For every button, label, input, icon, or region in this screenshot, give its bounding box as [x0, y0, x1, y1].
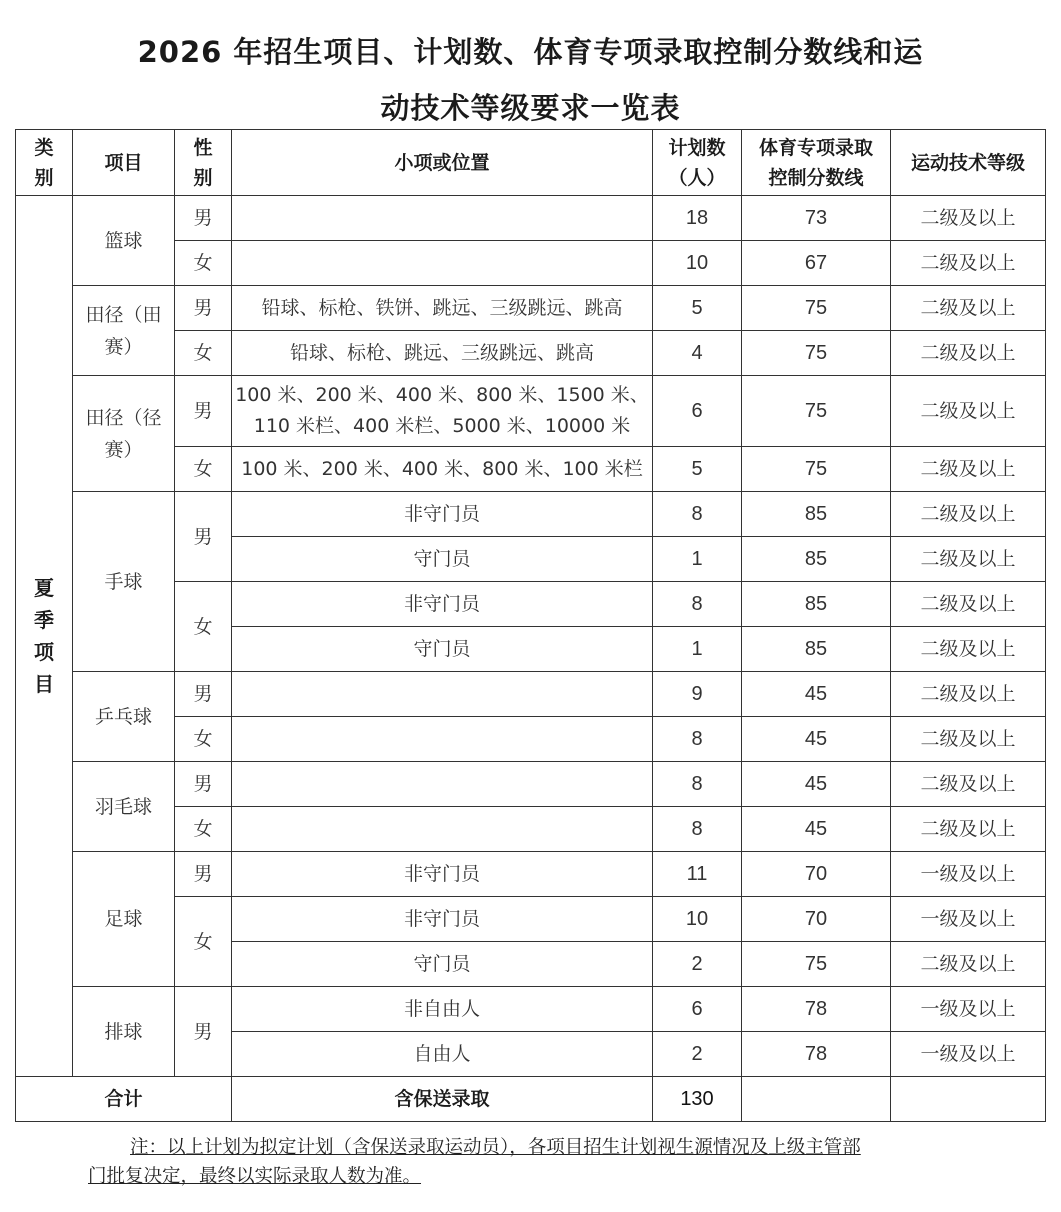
item-handball: 手球	[73, 492, 175, 672]
table-row	[16, 852, 1046, 897]
plan-cell: 8	[653, 762, 742, 807]
level-cell: 二级及以上	[891, 537, 1046, 582]
level-cell: 二级及以上	[891, 241, 1046, 286]
plan-cell: 18	[653, 196, 742, 241]
item-athletics-field: 田径（田赛）	[73, 286, 175, 376]
gender-cell: 男	[175, 196, 232, 241]
gender-cell: 女	[175, 331, 232, 376]
item-volleyball: 排球	[73, 987, 175, 1077]
sub-item-cell: 非守门员	[232, 582, 653, 627]
plan-cell: 1	[653, 537, 742, 582]
sub-item-cell: 守门员	[232, 942, 653, 987]
level-cell: 一级及以上	[891, 987, 1046, 1032]
level-cell: 二级及以上	[891, 942, 1046, 987]
score-cell: 75	[742, 331, 891, 376]
plan-cell: 11	[653, 852, 742, 897]
gender-cell: 女	[175, 447, 232, 492]
category-cell: 夏季项目	[16, 196, 73, 1077]
level-cell: 二级及以上	[891, 447, 1046, 492]
plan-cell: 10	[653, 241, 742, 286]
sub-item-cell	[232, 376, 653, 447]
sub-item-cell	[232, 672, 653, 717]
plan-cell: 2	[653, 1032, 742, 1077]
plan-cell: 8	[653, 717, 742, 762]
table-row	[16, 762, 1046, 807]
page-title-line-1: 2026 年招生项目、计划数、体育专项录取控制分数线和运	[137, 35, 924, 69]
gender-cell: 男	[175, 672, 232, 717]
table-header-row	[16, 130, 1046, 196]
score-cell: 45	[742, 717, 891, 762]
score-cell: 85	[742, 537, 891, 582]
total-plan: 130	[653, 1077, 742, 1122]
level-cell: 二级及以上	[891, 331, 1046, 376]
gender-cell: 男	[175, 762, 232, 807]
plan-cell: 9	[653, 672, 742, 717]
score-cell: 78	[742, 1032, 891, 1077]
sub-item-cell: 自由人	[232, 1032, 653, 1077]
page-title-line-2: 动技术等级要求一览表	[380, 91, 681, 125]
score-cell: 85	[742, 627, 891, 672]
level-cell: 一级及以上	[891, 852, 1046, 897]
plan-cell: 5	[653, 447, 742, 492]
sub-item-cell	[232, 241, 653, 286]
sub-item-cell: 非守门员	[232, 852, 653, 897]
level-cell: 二级及以上	[891, 286, 1046, 331]
gender-cell: 女	[175, 717, 232, 762]
table-row	[16, 672, 1046, 717]
score-cell: 45	[742, 672, 891, 717]
score-cell: 85	[742, 492, 891, 537]
plan-cell: 8	[653, 807, 742, 852]
table-row	[16, 492, 1046, 537]
header-score: 体育专项录取控制分数线	[742, 130, 891, 196]
plan-cell: 8	[653, 492, 742, 537]
table-row	[16, 987, 1046, 1032]
score-cell: 75	[742, 942, 891, 987]
header-category: 类别	[16, 130, 73, 196]
score-cell: 45	[742, 762, 891, 807]
sub-item-cell: 非自由人	[232, 987, 653, 1032]
header-gender: 性别	[175, 130, 232, 196]
sub-item-cell: 守门员	[232, 627, 653, 672]
gender-cell: 女	[175, 807, 232, 852]
header-plan: 计划数（人）	[653, 130, 742, 196]
score-cell: 78	[742, 987, 891, 1032]
plan-cell: 5	[653, 286, 742, 331]
score-cell: 73	[742, 196, 891, 241]
sub-item-cell: 非守门员	[232, 897, 653, 942]
header-sub-item: 小项或位置	[232, 130, 653, 196]
level-cell: 二级及以上	[891, 582, 1046, 627]
gender-cell: 女	[175, 582, 232, 672]
plan-cell: 6	[653, 376, 742, 447]
sub-item-cell	[232, 762, 653, 807]
plan-cell: 8	[653, 582, 742, 627]
score-cell: 67	[742, 241, 891, 286]
plan-cell: 1	[653, 627, 742, 672]
total-label: 合计	[16, 1077, 232, 1122]
plan-cell: 4	[653, 331, 742, 376]
level-cell: 二级及以上	[891, 492, 1046, 537]
sub-item-line-1: 100 米、200 米、400 米、800 米、1500 米、	[235, 384, 649, 406]
level-cell: 一级及以上	[891, 897, 1046, 942]
footnote-line-1: 注：以上计划为拟定计划（含保送录取运动员），各项目招生计划视生源情况及上级主管部	[130, 1137, 861, 1158]
footnote-line-2: 门批复决定，最终以实际录取人数为准。	[88, 1166, 422, 1187]
table-row	[16, 376, 1046, 447]
score-cell: 70	[742, 852, 891, 897]
sub-item-cell: 铅球、标枪、铁饼、跳远、三级跳远、跳高	[232, 286, 653, 331]
plan-cell: 10	[653, 897, 742, 942]
table-row	[16, 286, 1046, 331]
score-cell: 85	[742, 582, 891, 627]
sub-item-cell: 非守门员	[232, 492, 653, 537]
gender-cell: 男	[175, 987, 232, 1077]
level-cell: 二级及以上	[891, 196, 1046, 241]
level-cell: 二级及以上	[891, 376, 1046, 447]
header-item: 项目	[73, 130, 175, 196]
sub-item-cell	[232, 196, 653, 241]
item-basketball: 篮球	[73, 196, 175, 286]
score-cell: 45	[742, 807, 891, 852]
level-cell: 二级及以上	[891, 807, 1046, 852]
gender-cell: 女	[175, 241, 232, 286]
total-note: 含保送录取	[232, 1077, 653, 1122]
gender-cell: 男	[175, 492, 232, 582]
score-cell: 75	[742, 447, 891, 492]
footnote	[88, 1133, 978, 1191]
sub-item-cell: 守门员	[232, 537, 653, 582]
total-level-empty	[891, 1077, 1046, 1122]
gender-cell: 女	[175, 897, 232, 987]
plan-cell: 6	[653, 987, 742, 1032]
plan-cell: 2	[653, 942, 742, 987]
total-row	[16, 1077, 1046, 1122]
total-score-empty	[742, 1077, 891, 1122]
sub-item-cell: 铅球、标枪、跳远、三级跳远、跳高	[232, 331, 653, 376]
item-football: 足球	[73, 852, 175, 987]
header-level: 运动技术等级	[891, 130, 1046, 196]
item-table-tennis: 乒乓球	[73, 672, 175, 762]
level-cell: 二级及以上	[891, 717, 1046, 762]
level-cell: 二级及以上	[891, 762, 1046, 807]
level-cell: 二级及以上	[891, 672, 1046, 717]
score-cell: 75	[742, 376, 891, 447]
score-cell: 70	[742, 897, 891, 942]
item-badminton: 羽毛球	[73, 762, 175, 852]
table-row	[16, 196, 1046, 241]
item-athletics-track: 田径（径赛）	[73, 376, 175, 492]
enrollment-table	[15, 129, 1046, 1122]
sub-item-line-2: 110 米栏、400 米栏、5000 米、10000 米	[253, 415, 631, 437]
gender-cell: 男	[175, 852, 232, 897]
gender-cell: 男	[175, 376, 232, 447]
sub-item-cell: 100 米、200 米、400 米、800 米、100 米栏	[232, 447, 653, 492]
level-cell: 二级及以上	[891, 627, 1046, 672]
level-cell: 一级及以上	[891, 1032, 1046, 1077]
gender-cell: 男	[175, 286, 232, 331]
sub-item-cell	[232, 717, 653, 762]
score-cell: 75	[742, 286, 891, 331]
sub-item-cell	[232, 807, 653, 852]
